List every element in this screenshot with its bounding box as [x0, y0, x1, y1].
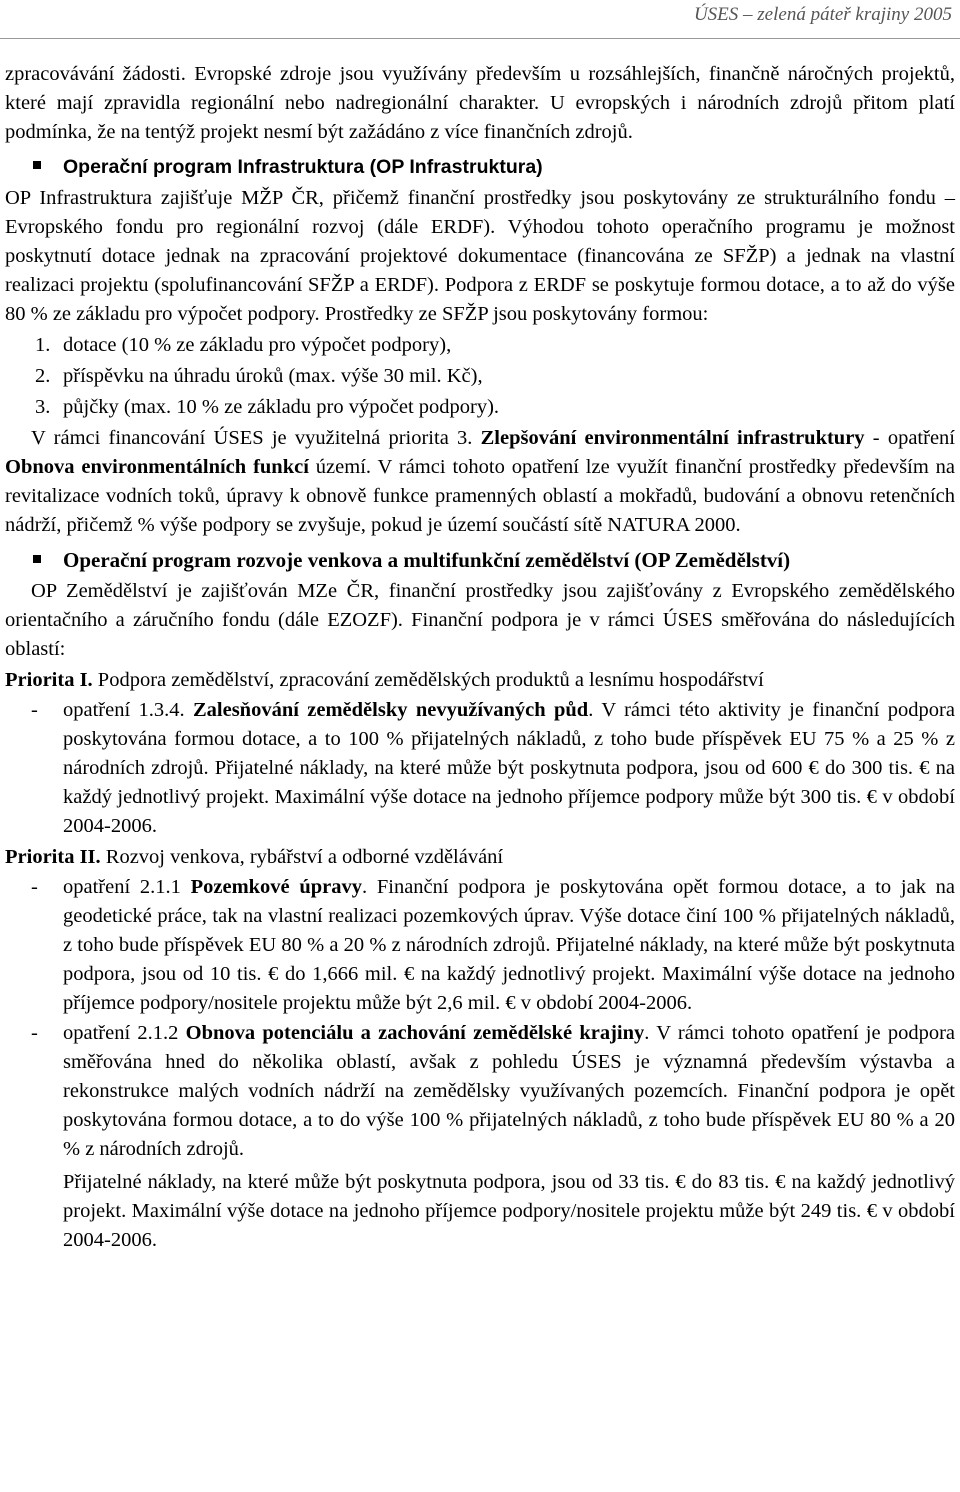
- bold-span: Obnova potenciálu a zachování zemědělské krajiny: [185, 1022, 645, 1044]
- measure-1-3-4: [5, 696, 955, 841]
- square-bullet-icon: [33, 555, 41, 563]
- list-text: dotace (10 % ze základu pro výpočet podpory),: [63, 334, 452, 356]
- dash-bullet: -: [31, 1022, 38, 1044]
- list-item: [5, 331, 955, 360]
- dash-bullet: -: [31, 699, 38, 721]
- list-number: 2.: [35, 365, 51, 387]
- text-span: . V rámci této aktivity je finanční podpora poskytována formou dotace, a to 100 % přijatelných nákladů, z toho bude příspěvek EU 75 % a 25 % z národních zdrojů. Přijatelné náklady, na které může být poskytnuta podpora, jsou od 600 € do 300 tis. € na každý jednotlivý projekt. Maximální výše dotace na jednoho příjemce podpory může být 300 tis. € v období 2004-2006.: [63, 699, 955, 837]
- paragraph-intro: zpracovávání žádosti. Evropské zdroje jsou využívány především u rozsáhlejších, finančně náročných projektů, které mají zpravidla regionální nebo nadregionální charakter. U evropských i národních zdrojů přitom platí podmínka, že na tentýž projekt nesmí být zažádáno z více finančních zdrojů.: [5, 63, 955, 143]
- text-span: . V rámci tohoto opatření je podpora směřována hned do několika oblastí, avšak z pohledu ÚSES je významná především výstavba a rekonstrukce malých vodních nádrží na zemědělsky využívaných pozemcích. Finanční podpora je opět poskytována formou dotace, a to do výše 100 % přijatelných nákladů, z toho bude příspěvek EU 80 % a 20 % z národních zdrojů.: [63, 1022, 955, 1160]
- text-span: . Finanční podpora je poskytována opět formou dotace, a to jak na geodetické práce, tak na vlastní realizaci pozemkových úprav. Výše dotace činí 100 % přijatelných nákladů, z toho bude příspěvek EU 80 % a 20 % z národních zdrojů. Přijatelné náklady, na které může být poskytnuta podpora, jsou od 10 tis. € do 1,666 mil. € na každý jednotlivý projekt. Maximální výše dotace na jednoho příjemce podpory/nositele projektu může být 2,6 mil. € v období 2004-2006.: [63, 876, 956, 1014]
- priority-text: Rozvoj venkova, rybářství a odborné vzdělávání: [100, 846, 504, 868]
- priority-text: Podpora zemědělství, zpracování zemědělských produktů a lesnímu hospodářství: [92, 669, 764, 691]
- text-span: opatření 1.3.4.: [63, 699, 193, 721]
- dash-bullet: -: [31, 876, 38, 898]
- list-text: půjčky (max. 10 % ze základu pro výpočet podpory).: [63, 396, 500, 418]
- paragraph-op-zemedelstvi: OP Zemědělství je zajišťován MZe ČR, finanční prostředky jsou zajišťovány z Evropského zemědělského orientačního a záručního fondu (dále EZOZF). Finanční podpora je v rámci ÚSES směřována do následujících oblastí:: [5, 580, 955, 660]
- paragraph-priority-3: [5, 424, 955, 540]
- running-header: ÚSES – zelená páteř krajiny 2005: [693, 4, 952, 25]
- section-heading-op-zemedelstvi: [5, 546, 955, 575]
- text-span: V rámci financování ÚSES je využitelná priorita 3.: [31, 427, 481, 449]
- text-span: - opatření: [864, 427, 955, 449]
- list-item: [5, 393, 955, 422]
- document-body: [5, 60, 955, 1255]
- list-number: 3.: [35, 396, 51, 418]
- priority-2: [5, 843, 955, 872]
- measure-body: [63, 696, 955, 841]
- paragraph-op-infrastruktura: OP Infrastruktura zajišťuje MŽP ČR, přičemž finanční prostředky jsou poskytovány ze strukturálního fondu – Evropského fondu pro regionální rozvoj (dále ERDF). Výhodou tohoto operačního programu je možnost poskytnutí dotace jednak na zpracování projektové dokumentace (financována ze SFŽP) a jednak na vlastní realizaci projektu (spolufinancování SFŽP a ERDF). Podpora z ERDF se poskytuje formou dotace, a to až do výše 80 % ze základu pro výpočet podpory. Prostředky ze SFŽP jsou poskytovány formou:: [5, 187, 955, 325]
- bold-span: Zalesňování zemědělsky nevyužívaných půd: [192, 699, 589, 721]
- header-divider: [0, 38, 960, 39]
- heading-text: Operační program Infrastruktura (OP Infrastruktura): [63, 156, 543, 178]
- measure-2-1-1: [5, 873, 955, 1018]
- section-heading-op-infrastruktura: [5, 153, 955, 182]
- bold-span: Zlepšování environmentální infrastruktury: [480, 427, 865, 449]
- text-span: opatření 2.1.2: [63, 1022, 186, 1044]
- square-bullet-icon: [33, 161, 41, 169]
- heading-text: Operační program rozvoje venkova a multifunkční zemědělství (OP Zemědělství): [63, 548, 791, 572]
- text-span: území. V rámci tohoto opatření lze využít finanční prostředky především na revitalizace vodních toků, úpravy k obnově funkce pramenných oblastí a mokřadů, budování a obnovu retenčních nádrží, přičemž % výše podpory se zvyšuje, pokud je území součástí sítě NATURA 2000.: [5, 456, 956, 536]
- paragraph-eligible-costs: Přijatelné náklady, na které může být poskytnuta podpora, jsou od 33 tis. € do 83 tis. € na každý jednotlivý projekt. Maximální výše dotace na jednoho příjemce podpory/nositele projektu může být 249 tis. € v období 2004-2006.: [63, 1171, 955, 1251]
- list-item: [5, 362, 955, 391]
- priority-label: Priorita II.: [5, 846, 101, 868]
- bold-span: Obnova environmentálních funkcí: [5, 456, 309, 478]
- list-number: 1.: [35, 334, 51, 356]
- list-text: příspěvku na úhradu úroků (max. výše 30 mil. Kč),: [63, 365, 483, 387]
- measure-body: [63, 873, 955, 1018]
- priority-label: Priorita I.: [5, 669, 93, 691]
- measure-body: [63, 1019, 955, 1164]
- text-span: opatření 2.1.1: [63, 876, 191, 898]
- bold-span: Pozemkové úpravy: [190, 876, 363, 898]
- priority-1: [5, 666, 955, 695]
- measure-2-1-2: [5, 1019, 955, 1164]
